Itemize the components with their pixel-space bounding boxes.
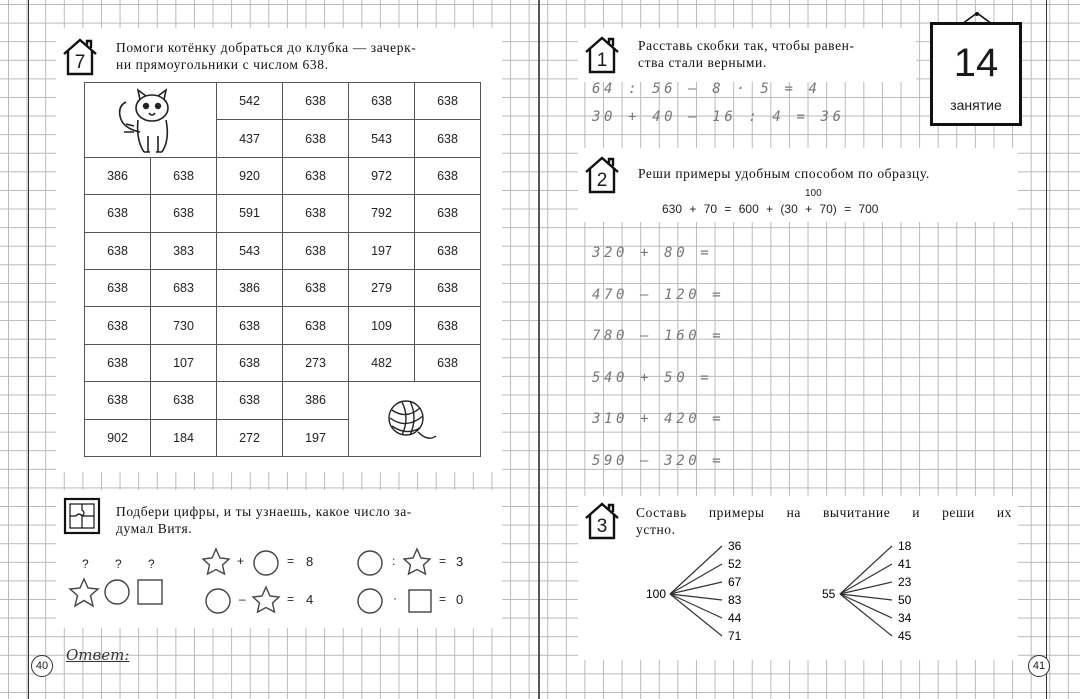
task2-panel — [578, 148, 1018, 222]
page-number-left: 40 — [31, 655, 53, 677]
eq4-equals: = — [439, 592, 447, 606]
eq1-star-icon — [201, 547, 231, 577]
task2-sample: 630 + 70 = 600 + (30 + 70) = 700 — [662, 202, 879, 216]
task2-example: 780 – 160 = — [592, 328, 725, 345]
eq2-circle-icon — [204, 587, 232, 615]
task2-example: 590 – 320 = — [592, 453, 725, 469]
left-fan-leaf: 67 — [728, 575, 742, 589]
left-fan-branch — [670, 564, 722, 594]
eq1-operator: + — [237, 554, 245, 568]
task3-number: 3 — [596, 516, 608, 537]
maze-cell[interactable]: 638 — [415, 269, 481, 306]
maze-cell[interactable]: 273 — [283, 344, 349, 381]
eq1-result: 8 — [306, 554, 314, 569]
eq2-star-icon — [251, 585, 281, 615]
maze-cell[interactable]: 383 — [151, 232, 217, 269]
maze-cell[interactable]: 683 — [151, 269, 217, 306]
eq4-circle-icon — [356, 587, 384, 615]
maze-cell[interactable]: 638 — [151, 157, 217, 194]
eq1-equals: = — [287, 554, 295, 568]
eq2-equals: = — [287, 592, 295, 606]
maze-cell[interactable]: 792 — [349, 195, 415, 232]
maze-cell[interactable]: 638 — [151, 195, 217, 232]
star-icon — [70, 579, 98, 606]
eq4-operator: · — [393, 591, 397, 605]
eq1-circle-icon — [252, 549, 280, 577]
page-number-right: 41 — [1028, 655, 1050, 677]
right-fan-branch — [840, 582, 892, 594]
maze-cell[interactable]: 279 — [349, 269, 415, 306]
right-fan-leaf: 45 — [898, 629, 912, 643]
maze-cell[interactable]: 638 — [283, 83, 349, 120]
maze-cell[interactable]: 638 — [217, 382, 283, 419]
left-fan-root: 100 — [646, 587, 667, 601]
badge-hanger-icon — [960, 11, 994, 25]
left-margin-line — [28, 0, 29, 699]
yarn-ball-icon — [380, 390, 440, 450]
maze-cell[interactable]: 638 — [415, 120, 481, 157]
maze-cell[interactable]: 638 — [85, 232, 151, 269]
lesson-number: 14 — [953, 41, 999, 85]
puzzle-icon — [62, 496, 102, 536]
task2-house-badge — [582, 154, 622, 194]
eq2-result: 4 — [306, 592, 314, 607]
maze-cell[interactable]: 591 — [217, 195, 283, 232]
maze-cell[interactable]: 730 — [151, 307, 217, 344]
maze-cell[interactable]: 543 — [217, 232, 283, 269]
maze-cell[interactable]: 542 — [217, 83, 283, 120]
maze-cell[interactable]: 638 — [283, 269, 349, 306]
task2-sample-hint: 100 — [805, 188, 822, 199]
task1-house-badge — [582, 34, 622, 74]
maze-cell[interactable]: 437 — [217, 120, 283, 157]
left-fan-leaf: 52 — [728, 557, 742, 571]
maze-cell[interactable]: 638 — [283, 157, 349, 194]
task7-instruction: Помоги котёнку добраться до клубка — зачерк- ни прямоугольники с числом 638. — [116, 40, 417, 72]
right-fan-branch — [840, 546, 892, 594]
maze-cell[interactable]: 197 — [349, 232, 415, 269]
maze-cell[interactable]: 386 — [217, 269, 283, 306]
maze-cell[interactable]: 197 — [283, 419, 349, 456]
table-row — [85, 344, 481, 381]
task3-instruction: Составь примеры на вычитание и реши их устно. — [636, 505, 1012, 537]
maze-cell[interactable]: 638 — [283, 307, 349, 344]
eq4-square-icon — [407, 588, 433, 614]
maze-cell[interactable]: 638 — [415, 344, 481, 381]
task1-number: 1 — [596, 50, 608, 71]
maze-cell[interactable]: 638 — [349, 83, 415, 120]
maze-cell[interactable]: 638 — [151, 382, 217, 419]
kitten-icon — [108, 88, 188, 160]
right-fan-leaf: 18 — [898, 539, 912, 553]
right-fan-leaf: 23 — [898, 575, 912, 589]
left-fan-leaf: 36 — [728, 539, 742, 553]
left-fan-branch — [670, 582, 722, 594]
maze-cell[interactable]: 638 — [283, 232, 349, 269]
maze-cell[interactable]: 638 — [415, 83, 481, 120]
maze-cell[interactable]: 920 — [217, 157, 283, 194]
task1-expression-2: 30 + 40 – 16 : 4 = 36 — [592, 109, 845, 125]
maze-cell[interactable]: 386 — [85, 157, 151, 194]
subtraction-fan-diagrams — [578, 530, 1018, 660]
maze-cell[interactable]: 272 — [217, 419, 283, 456]
maze-cell[interactable]: 638 — [85, 344, 151, 381]
maze-cell[interactable]: 107 — [151, 344, 217, 381]
task1-instruction: Расставь скобки так, чтобы равен- ства стали верными. — [638, 38, 855, 70]
answer-label: Ответ: — [66, 646, 130, 664]
maze-cell[interactable]: 972 — [349, 157, 415, 194]
right-fan-leaf: 41 — [898, 557, 912, 571]
eq3-equals: = — [439, 554, 447, 568]
task2-number: 2 — [596, 170, 608, 191]
task2-example: 470 – 120 = — [592, 286, 725, 303]
puzzle-instruction: Подбери цифры, и ты узнаешь, какое число за- думал Витя. — [116, 504, 412, 536]
unknown-shapes-row — [68, 576, 168, 610]
maze-cell[interactable]: 638 — [415, 157, 481, 194]
task2-example: 540 + 50 = — [592, 369, 713, 386]
table-row — [85, 195, 481, 232]
table-row — [85, 307, 481, 344]
maze-cell[interactable]: 638 — [283, 195, 349, 232]
right-fan-leaf: 50 — [898, 593, 912, 607]
maze-cell[interactable]: 638 — [85, 307, 151, 344]
question-mark-2: ? — [115, 557, 122, 571]
maze-cell[interactable]: 638 — [283, 120, 349, 157]
lesson-label: занятие — [950, 97, 1002, 113]
question-mark-3: ? — [148, 557, 155, 571]
table-row — [85, 269, 481, 306]
task1-expression-1: 64 : 56 – 8 · 5 = 4 — [592, 81, 821, 97]
page-spine — [538, 0, 540, 699]
maze-cell[interactable]: 638 — [415, 307, 481, 344]
circle-icon — [105, 580, 129, 604]
maze-cell[interactable]: 638 — [217, 307, 283, 344]
maze-cell[interactable]: 638 — [85, 269, 151, 306]
task2-example: 320 + 80 = — [592, 245, 713, 261]
question-mark-1: ? — [82, 557, 89, 571]
maze-cell[interactable]: 638 — [217, 344, 283, 381]
maze-cell[interactable]: 638 — [415, 195, 481, 232]
maze-cell[interactable]: 638 — [85, 382, 151, 419]
eq2-operator: – — [239, 592, 246, 606]
left-fan-leaf: 71 — [728, 629, 742, 643]
left-fan-branch — [670, 546, 722, 594]
table-row — [85, 157, 481, 194]
task7-number: 7 — [74, 52, 86, 73]
task2-instruction: Реши примеры удобным способом по образцу. — [638, 166, 930, 181]
left-fan-leaf: 44 — [728, 611, 742, 625]
table-row — [85, 232, 481, 269]
right-fan-root: 55 — [822, 587, 836, 601]
maze-cell[interactable]: 386 — [283, 382, 349, 419]
maze-cell[interactable]: 184 — [151, 419, 217, 456]
task1-panel — [578, 28, 916, 82]
task7-house-badge — [60, 36, 100, 76]
lesson-badge — [930, 22, 1022, 126]
eq3-operator: : — [392, 554, 396, 568]
eq3-star-icon — [402, 547, 432, 577]
eq3-circle-icon — [356, 549, 384, 577]
maze-cell[interactable]: 638 — [85, 195, 151, 232]
square-icon — [138, 580, 162, 604]
right-fan-leaf: 34 — [898, 611, 912, 625]
right-fan-branch — [840, 564, 892, 594]
left-fan-leaf: 83 — [728, 593, 742, 607]
maze-cell[interactable]: 902 — [85, 419, 151, 456]
maze-cell[interactable]: 543 — [349, 120, 415, 157]
maze-cell[interactable]: 638 — [415, 232, 481, 269]
maze-cell[interactable]: 109 — [349, 307, 415, 344]
eq3-result: 3 — [456, 554, 464, 569]
right-margin-line — [1046, 0, 1047, 699]
eq4-result: 0 — [456, 592, 464, 607]
maze-cell[interactable]: 482 — [349, 344, 415, 381]
task2-example: 310 + 420 = — [592, 411, 725, 428]
